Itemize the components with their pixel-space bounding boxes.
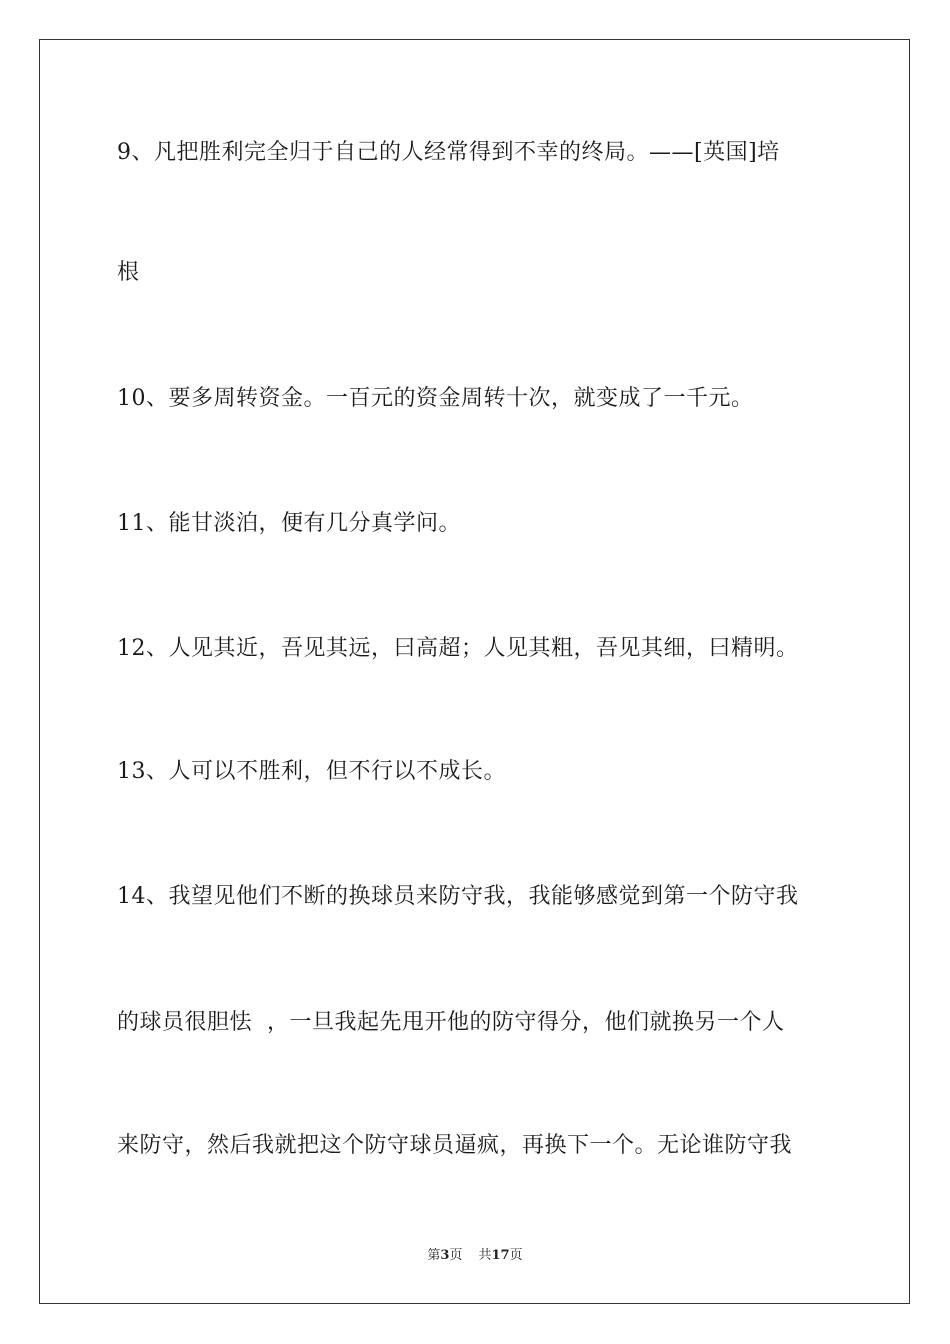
text-line-8: 的球员很胆怯 ，一旦我起先甩开他的防守得分，他们就换另一个人 — [117, 1010, 785, 1035]
text-line-9: 来防守，然后我就把这个防守球员逼疯，再换下一个。无论谁防守我 — [117, 1133, 793, 1158]
text-line-2: 根 — [117, 260, 140, 285]
page-footer — [0, 1247, 950, 1265]
text-line-7: 14、我望见他们不断的换球员来防守我，我能够感觉到第一个防守我 — [117, 884, 799, 909]
text-line-3: 10、要多周转资金。一百元的资金周转十次，就变成了一千元。 — [117, 386, 754, 411]
text-line-5: 12、人见其近，吾见其远，曰高超；人见其粗，吾见其细，曰精明。 — [117, 636, 799, 661]
page-suffix: 页 — [449, 1248, 463, 1263]
text-line-4: 11、能甘淡泊，便有几分真学问。 — [117, 511, 461, 536]
text-line-6: 13、人可以不胜利，但不行以不成长。 — [117, 759, 506, 784]
page-border — [39, 39, 910, 1304]
total-suffix: 页 — [509, 1248, 523, 1263]
page-number: 3 — [440, 1248, 450, 1263]
text-line-1: 9、凡把胜利完全归于自己的人经常得到不幸的终局。——[英国]培 — [117, 140, 780, 165]
page-prefix: 第 — [427, 1248, 441, 1263]
total-pages: 17 — [491, 1248, 510, 1263]
total-prefix: 共 — [478, 1248, 492, 1263]
